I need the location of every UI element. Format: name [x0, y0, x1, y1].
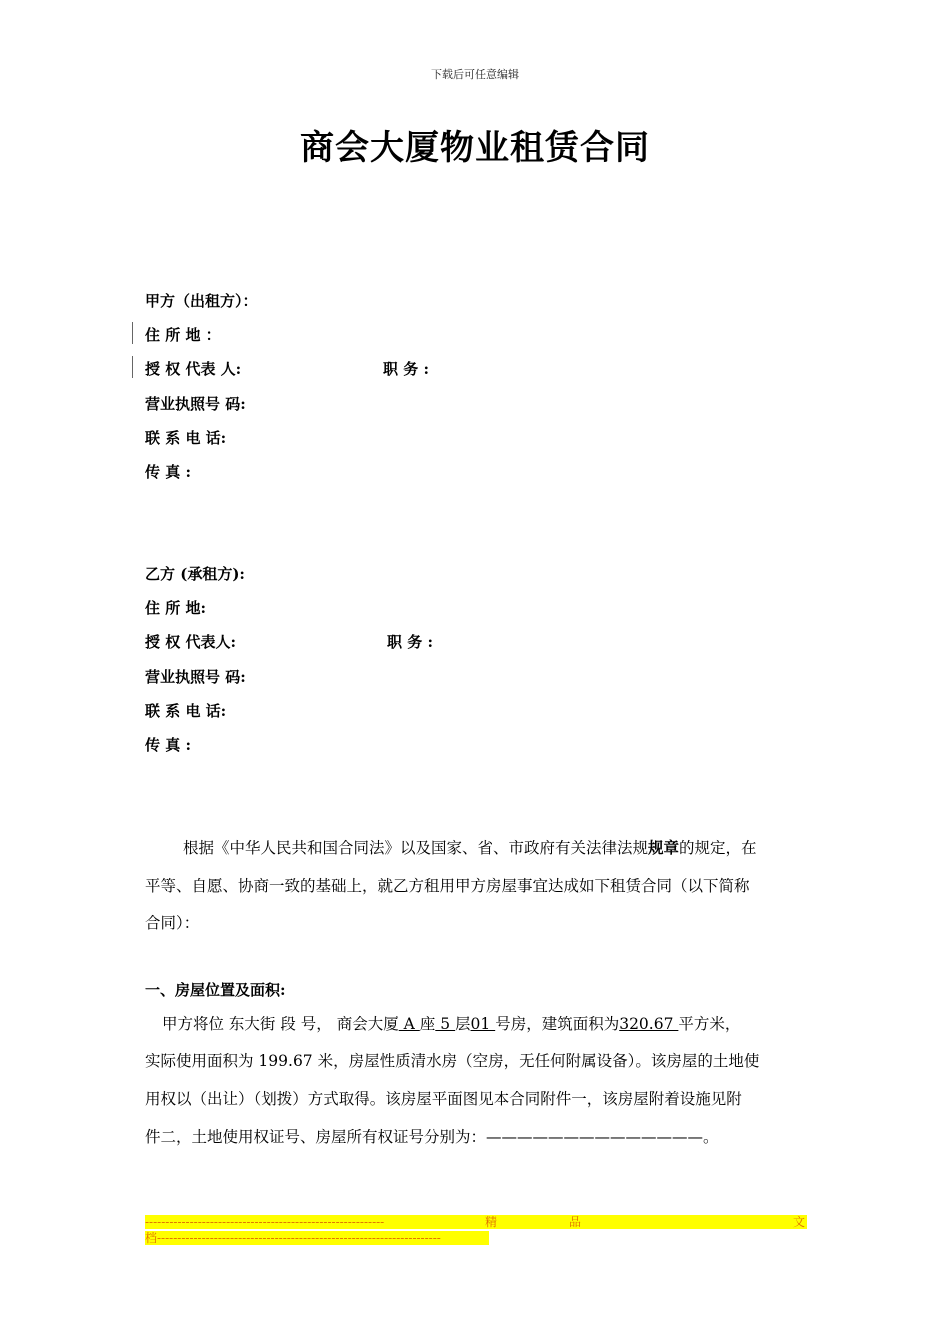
party-a-position-label: 职 务 : [383, 360, 429, 378]
document-title: 商会大厦物业租赁合同 [300, 128, 650, 168]
footer-char-2: 品 [569, 1215, 582, 1229]
party-b-phone-label: 联 系 电 话: [145, 702, 227, 720]
intro-line-3: 合同）： [145, 914, 200, 932]
party-a-address-label: 住 所 地 ： [145, 326, 221, 344]
party-b-license-label: 营业执照号 码: [145, 668, 246, 686]
section-1-heading: 一、房屋位置及面积: [145, 981, 286, 999]
party-b-fax-label: 传 真 : [145, 736, 191, 754]
area-value: 320.67 [619, 1015, 679, 1033]
room-label: 号房，建筑面积为 [495, 1015, 620, 1033]
footer-char-1: 精 [485, 1215, 498, 1229]
section-1-line-4: 件二，土地使用权证号、房屋所有权证号分别为：——————————————。 [145, 1128, 719, 1146]
party-a-heading: 甲方（出租方）： [145, 292, 258, 310]
area-unit: 平方米， [678, 1015, 741, 1033]
section-1-line-2: 实际使用面积为 199.67 米，房屋性质清水房（空房，无任何附属设备）。该房屋的土地使 [145, 1052, 760, 1070]
section-1-line-1 [162, 1012, 740, 1034]
header-note: 下载后可任意编辑 [431, 68, 519, 81]
seat-label: 座 [419, 1015, 436, 1033]
floor-value: 5 [435, 1015, 456, 1033]
section-1-line-3: 用权以（出让）（划拨）方式取得。该房屋平面图见本合同附件一，该房屋附着设施见附 [145, 1090, 742, 1108]
margin-mark [132, 356, 133, 378]
margin-mark [132, 322, 133, 344]
party-b-position-label: 职 务 : [387, 633, 433, 651]
room-value: 01 [470, 1015, 496, 1033]
intro-text: 根据《中华人民共和国合同法》以及国家、省、市政府有关法律法规 [183, 839, 649, 857]
party-b-rep-label: 授 权 代表人: [145, 633, 236, 651]
seat-value: A [398, 1015, 420, 1033]
location-text: 甲方将位 东大街 段 号， 商会大厦 [162, 1015, 399, 1033]
footer-watermark-line-1 [145, 1215, 807, 1229]
party-a-fax-label: 传 真 : [145, 463, 191, 481]
footer-dashes: ----------------------------------------------------------- [145, 1215, 385, 1229]
party-b-address-label: 住 所 地: [145, 599, 206, 617]
party-a-license-label: 营业执照号 码: [145, 395, 246, 413]
intro-text: 的规定，在 [679, 839, 757, 857]
intro-bold-word: 规章 [648, 838, 680, 857]
footer-char-3: 文 [793, 1215, 806, 1229]
intro-line-1 [183, 836, 757, 858]
floor-label: 层 [455, 1015, 471, 1033]
party-b-heading: 乙方 (承租方): [145, 565, 245, 583]
intro-line-2: 平等、自愿、协商一致的基础上，就乙方租用甲方房屋事宜达成如下租赁合同（以下简称 [145, 877, 750, 895]
footer-watermark-line-2: 档---------------------------------------------------------------------- [145, 1231, 489, 1245]
party-a-phone-label: 联 系 电 话: [145, 429, 227, 447]
party-a-rep-label: 授 权 代表 人: [145, 360, 242, 378]
